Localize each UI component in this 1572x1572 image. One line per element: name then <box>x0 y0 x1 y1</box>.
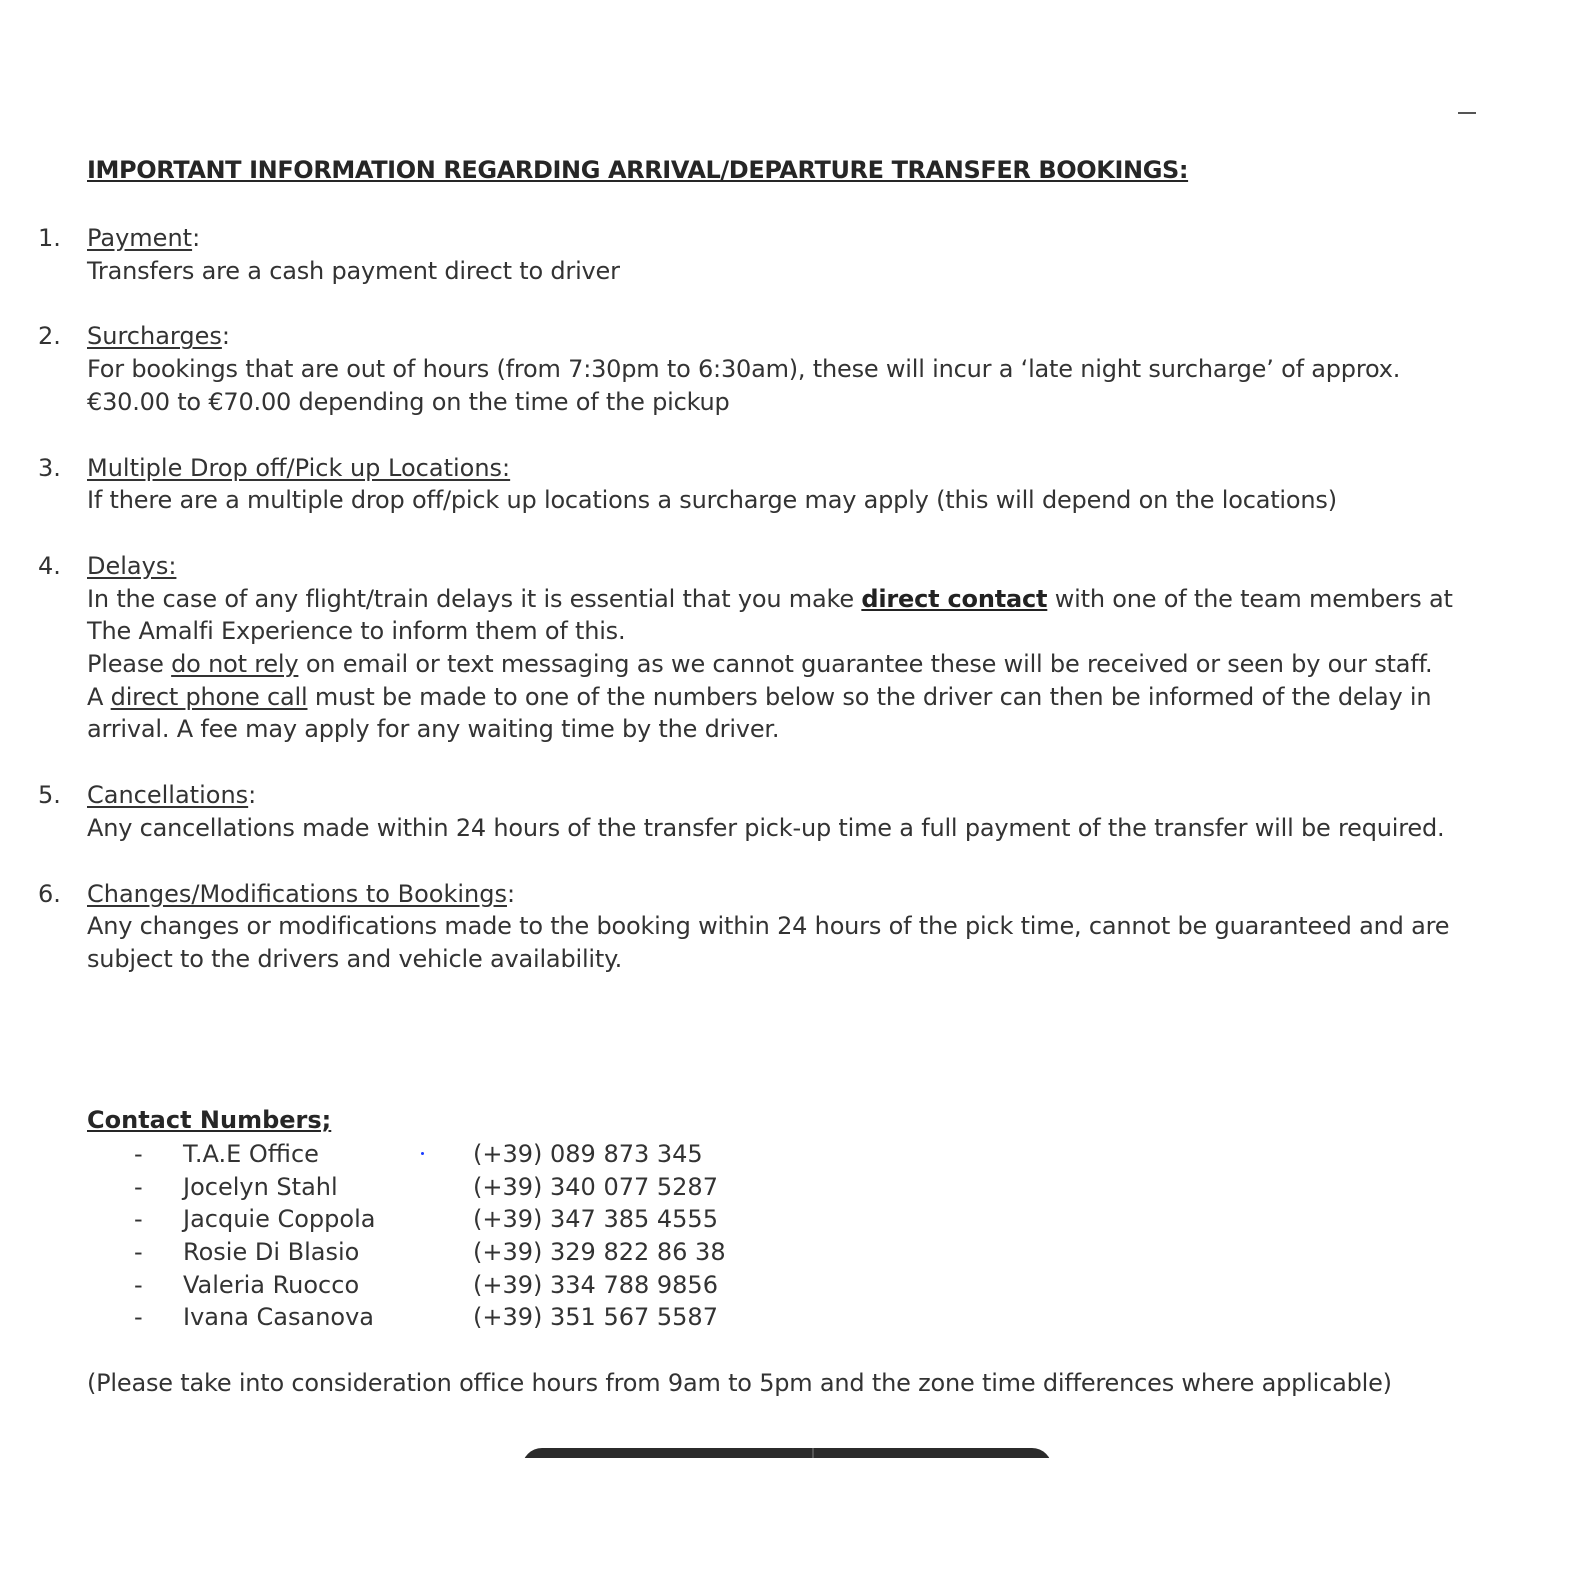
item-title-text: Delays: <box>87 551 177 580</box>
item-body: Any cancellations made within 24 hours of the transfer pick-up time a full payment of the transfer will be required. <box>87 813 1445 842</box>
item-title <box>87 878 1572 911</box>
item-title <box>87 452 1572 485</box>
bullet-dash: - <box>134 1140 143 1168</box>
contact-name: T.A.E Office <box>183 1140 319 1168</box>
list-item-payment <box>0 222 1572 287</box>
emphasis-direct-contact: direct contact <box>861 584 1048 613</box>
item-body-paragraph-3 <box>87 681 1487 746</box>
item-title-suffix: : <box>192 224 201 252</box>
item-number: 2. <box>38 322 61 351</box>
emphasis-do-not-rely: do not rely <box>171 650 299 679</box>
item-number: 4. <box>38 551 61 580</box>
item-body-paragraph-2 <box>87 648 1487 681</box>
bullet-dash: - <box>134 1270 143 1299</box>
item-body: For bookings that are out of hours (from 7:30pm to 6:30am), these will incur a ‘late night surcharge’ of approx. €30.00 to €70.00 depending on the time of the pickup <box>87 355 1401 416</box>
item-number: 5. <box>38 781 61 810</box>
item-title-suffix: : <box>506 879 516 908</box>
cursor-dot <box>421 1152 424 1155</box>
bullet-dash: - <box>134 1205 143 1234</box>
text-run: with one of the team members at The Amalfi Experience to inform them of this. <box>87 584 1453 646</box>
text-run: A <box>87 682 111 711</box>
bullet-dash: - <box>134 1303 143 1332</box>
list-item-multiple-locations <box>0 452 1572 517</box>
item-body-paragraph-1 <box>87 583 1487 648</box>
contact-phone[interactable]: (+39) 329 822 86 38 <box>473 1238 726 1267</box>
contact-phone[interactable]: (+39) 089 873 345 <box>473 1140 703 1168</box>
item-number: 3. <box>38 453 61 482</box>
text-run: on email or text messaging as we cannot guarantee these will be received or seen by our staff. <box>298 650 1433 679</box>
corner-mark <box>1458 112 1476 114</box>
bullet-dash: - <box>134 1172 143 1201</box>
item-title-suffix: : <box>221 322 230 351</box>
item-title <box>87 320 1572 353</box>
contact-phone[interactable]: (+39) 347 385 4555 <box>473 1205 718 1234</box>
contact-phone[interactable]: (+39) 340 077 5287 <box>473 1172 718 1201</box>
item-title-text: Payment <box>87 224 193 252</box>
contact-phone[interactable]: (+39) 334 788 9856 <box>473 1270 718 1299</box>
contact-phone[interactable]: (+39) 351 567 5587 <box>473 1303 718 1332</box>
page-title: IMPORTANT INFORMATION REGARDING ARRIVAL/DEPARTURE TRANSFER BOOKINGS: <box>87 156 1189 184</box>
contacts-title: Contact Numbers; <box>87 1106 332 1134</box>
text-run: In the case of any flight/train delays it is essential that you make <box>87 584 862 613</box>
emphasis-direct-phone-call: direct phone call <box>110 682 308 711</box>
contact-name: Jocelyn Stahl <box>183 1172 338 1201</box>
item-title-text: Changes/Modifications to Bookings <box>87 879 507 908</box>
item-body: If there are a multiple drop off/pick up locations a surcharge may apply (this will depend on the locations) <box>87 486 1337 515</box>
item-body: Any changes or modifications made to the booking within 24 hours of the pick time, cannot be guaranteed and are subject to the drivers and vehicle availability. <box>87 912 1450 973</box>
item-title-text: Multiple Drop off/Pick up Locations: <box>87 453 511 482</box>
item-title-suffix: : <box>248 781 257 810</box>
text-run: must be made to one of the numbers below so the driver can then be informed of the delay in arrival. A fee may apply for any waiting time by the driver. <box>87 682 1432 744</box>
item-number: 6. <box>38 879 61 908</box>
item-title-text: Cancellations <box>87 781 249 810</box>
item-title <box>87 779 1572 812</box>
page-bottom-area <box>0 1458 1572 1572</box>
item-title-text: Surcharges <box>87 322 222 351</box>
list-item-cancellations <box>0 779 1572 844</box>
contact-name: Rosie Di Blasio <box>183 1238 360 1267</box>
info-list <box>0 222 1572 1009</box>
contact-name: Ivana Casanova <box>183 1303 375 1332</box>
office-hours-note: (Please take into consideration office hours from 9am to 5pm and the zone time differences where applicable) <box>87 1369 1392 1397</box>
list-item-delays <box>0 550 1572 746</box>
item-title <box>87 222 1572 255</box>
text-run: Please <box>87 650 172 679</box>
item-number: 1. <box>38 224 61 252</box>
list-item-changes <box>0 878 1572 976</box>
contact-name: Jacquie Coppola <box>183 1205 376 1234</box>
item-body: Transfers are a cash payment direct to driver <box>87 256 620 285</box>
bullet-dash: - <box>134 1238 143 1267</box>
contact-name: Valeria Ruocco <box>183 1270 360 1299</box>
item-title <box>87 550 1572 583</box>
list-item-surcharges <box>0 320 1572 418</box>
